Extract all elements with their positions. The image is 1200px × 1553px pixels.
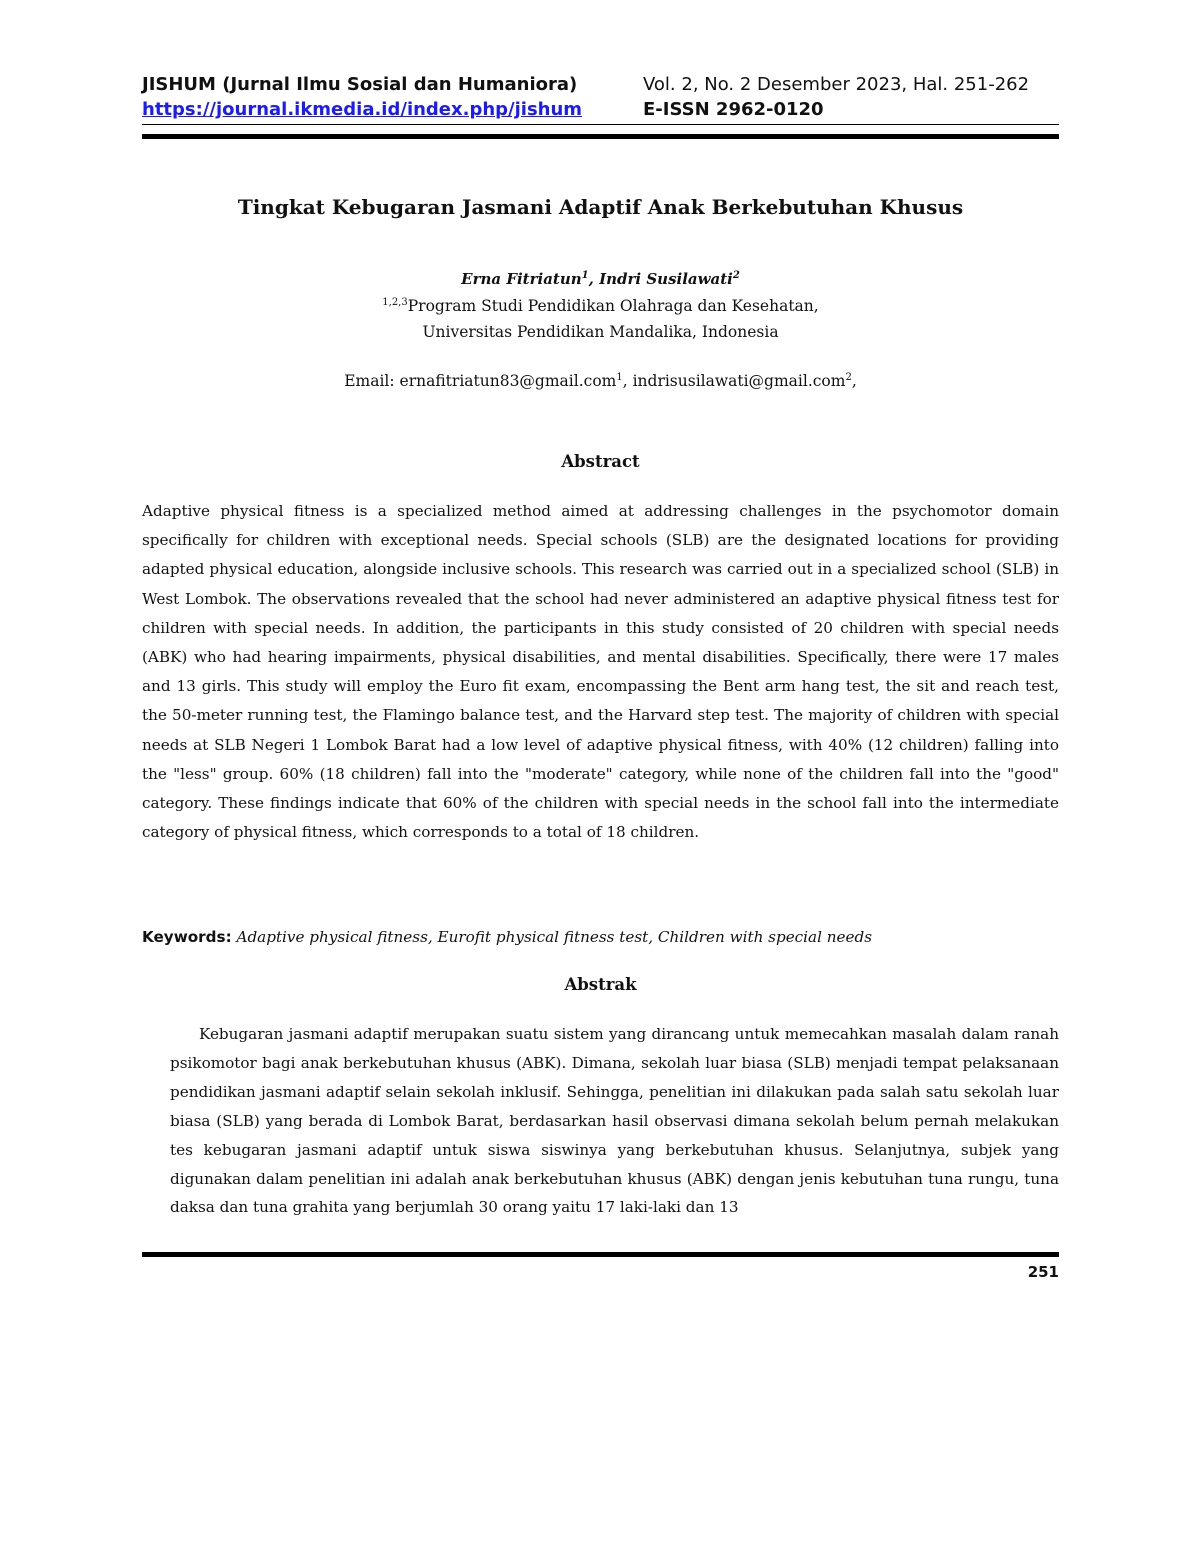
affiliation-program: Program Studi Pendidikan Olahraga dan Kesehatan, [407, 297, 819, 315]
volume-info: Vol. 2, No. 2 Desember 2023, Hal. 251-262 [643, 74, 1030, 95]
affiliation-university: Universitas Pendidikan Mandalika, Indonesia [422, 323, 779, 341]
keywords-text: Adaptive physical fitness, Eurofit physical fitness test, Children with special needs [236, 928, 873, 946]
abstrak-text: Kebugaran jasmani adaptif merupakan suatu sistem yang dirancang untuk memecahkan masalah dalam ranah psikomotor bagi anak berkebutuhan khusus (ABK). Dimana, sekolah luar biasa (SLB) menjadi tempat pelaksanaan pendidikan jasmani adaptif selain sekolah inklusif. Sehingga, penelitian ini dilakukan pada salah satu sekolah luar biasa (SLB) yang berada di Lombok Barat, berdasarkan hasil observasi dimana sekolah belum pernah melakukan tes kebugaran jasmani adaptif untuk siswa siswinya yang berkebutuhan khusus. Selanjutnya, subjek yang digunakan dalam penelitian ini adalah anak berkebutuhan khusus (ABK) dengan jenis kebutuhan tuna rungu, tuna daksa dan tuna grahita yang berjumlah 30 orang yaitu 17 laki-laki dan 13 [170, 1025, 1059, 1217]
author-superscript: 2 [732, 270, 740, 281]
issn: E-ISSN 2962-0120 [643, 99, 824, 120]
keywords-label: Keywords: [142, 928, 232, 946]
journal-name: JISHUM (Jurnal Ilmu Sosial dan Humaniora) [142, 74, 578, 95]
header-rule-thick [142, 134, 1059, 139]
author-name: Erna Fitriatun [461, 270, 582, 288]
journal-url-link[interactable]: https://journal.ikmedia.id/index.php/jishum [142, 99, 583, 120]
email-separator: , [622, 372, 633, 390]
email-line [142, 370, 1059, 392]
author-separator: , [588, 270, 600, 288]
keywords-line [142, 925, 1059, 949]
email-address[interactable]: ernafitriatun83@gmail.com [399, 372, 617, 390]
article-title: Tingkat Kebugaran Jasmani Adaptif Anak Berkebutuhan Khusus [237, 195, 964, 219]
email-address[interactable]: indrisusilawati@gmail.com [632, 372, 846, 390]
email-superscript: 1 [616, 371, 623, 383]
email-end: , [851, 372, 857, 390]
email-superscript: 2 [845, 371, 852, 383]
author-line [142, 268, 1059, 290]
author-superscript: 1 [581, 270, 589, 281]
header-rule-thin [142, 124, 1059, 125]
author-name: Indri Susilawati [599, 270, 733, 288]
abstract-text: Adaptive physical fitness is a specialized method aimed at addressing challenges in the psychomotor domain specifically for children with exceptional needs. Special schools (SLB) are the designated locations for providing adapted physical education, alongside inclusive schools. This research was carried out in a specialized school (SLB) in West Lombok. The observations revealed that the school had never administered an adaptive physical fitness test for children with special needs. In addition, the participants in this study consisted of 20 children with special needs (ABK) who had hearing impairments, physical disabilities, and mental disabilities. Specifically, there were 17 males and 13 girls. This study will employ the Euro fit exam, encompassing the Bent arm hang test, the sit and reach test, the 50-meter running test, the Flamingo balance test, and the Harvard step test. The majority of children with special needs at SLB Negeri 1 Lombok Barat had a low level of adaptive physical fitness, with 40% (12 children) falling into the "less" group. 60% (18 children) fall into the "moderate" category, while none of the children fall into the "good" category. These findings indicate that 60% of the children with special needs in the school fall into the intermediate category of physical fitness, which corresponds to a total of 18 children. [142, 502, 1059, 842]
email-label: Email: [344, 372, 400, 390]
abstract-heading: Abstract [561, 452, 640, 471]
affiliation-line [142, 295, 1059, 317]
abstrak-heading: Abstrak [564, 975, 637, 994]
footer-rule [142, 1252, 1059, 1257]
affiliation-superscript: 1,2,3 [382, 296, 408, 308]
page-number: 251 [1027, 1263, 1059, 1281]
